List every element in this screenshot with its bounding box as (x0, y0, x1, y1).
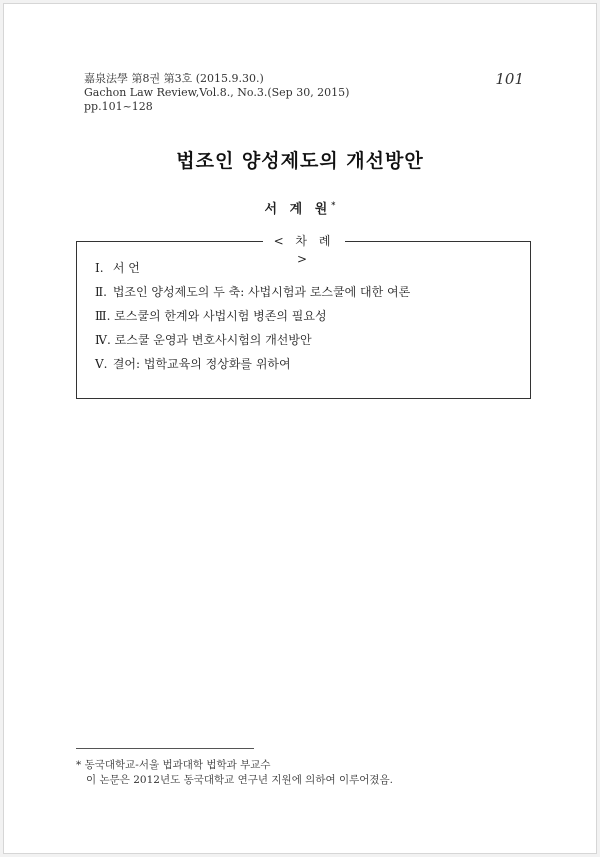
author (4, 198, 596, 217)
toc-item-text: 로스쿨의 한계와 사법시험 병존의 필요성 (114, 309, 327, 323)
journal-issue-english: Gachon Law Review,Vol.8., No.3.(Sep 30, 2015) (84, 86, 350, 99)
toc-item-text: 로스쿨 운영과 변호사시험의 개선방안 (114, 333, 312, 347)
journal-issue-korean: 嘉泉法學 第8권 第3호 (2015.9.30.) (84, 72, 264, 85)
paper-title: 법조인 양성제도의 개선방안 (176, 150, 424, 172)
toc-item-text: 서 언 (112, 261, 140, 275)
toc-item-text: 법조인 양성제도의 두 축: 사법시험과 로스쿨에 대한 여론 (112, 285, 411, 299)
toc-item (95, 304, 410, 328)
toc-item-number: Ⅳ. (95, 333, 111, 347)
toc-item (95, 280, 410, 304)
journal-pages: pp.101~128 (84, 100, 153, 113)
toc-item-number: Ⅱ. (95, 285, 107, 299)
toc-item (95, 352, 410, 376)
author-name: 서 계 원 (264, 202, 332, 217)
paper-page (3, 3, 597, 854)
toc-item (95, 328, 410, 352)
toc-heading: < 차 례 > (263, 232, 345, 250)
footnote-affiliation: * 동국대학교-서울 법과대학 법학과 부교수 (76, 759, 271, 771)
table-of-contents (76, 234, 531, 399)
author-footnote-mark: * (331, 199, 336, 210)
toc-item-number: Ⅰ. (95, 261, 104, 275)
footnote-funding: 이 논문은 2012년도 동국대학교 연구년 지원에 의하여 이루어졌음. (86, 774, 393, 786)
toc-item-number: Ⅴ. (95, 357, 108, 371)
footnotes (76, 758, 393, 788)
toc-item-text: 결어: 법학교육의 정상화를 위하여 (112, 357, 291, 371)
toc-item-number: Ⅲ. (95, 309, 111, 323)
page-number: 101 (495, 70, 524, 88)
toc-item (95, 256, 410, 280)
toc-list (95, 256, 410, 376)
journal-meta (84, 72, 349, 114)
footnote-divider (76, 748, 254, 749)
